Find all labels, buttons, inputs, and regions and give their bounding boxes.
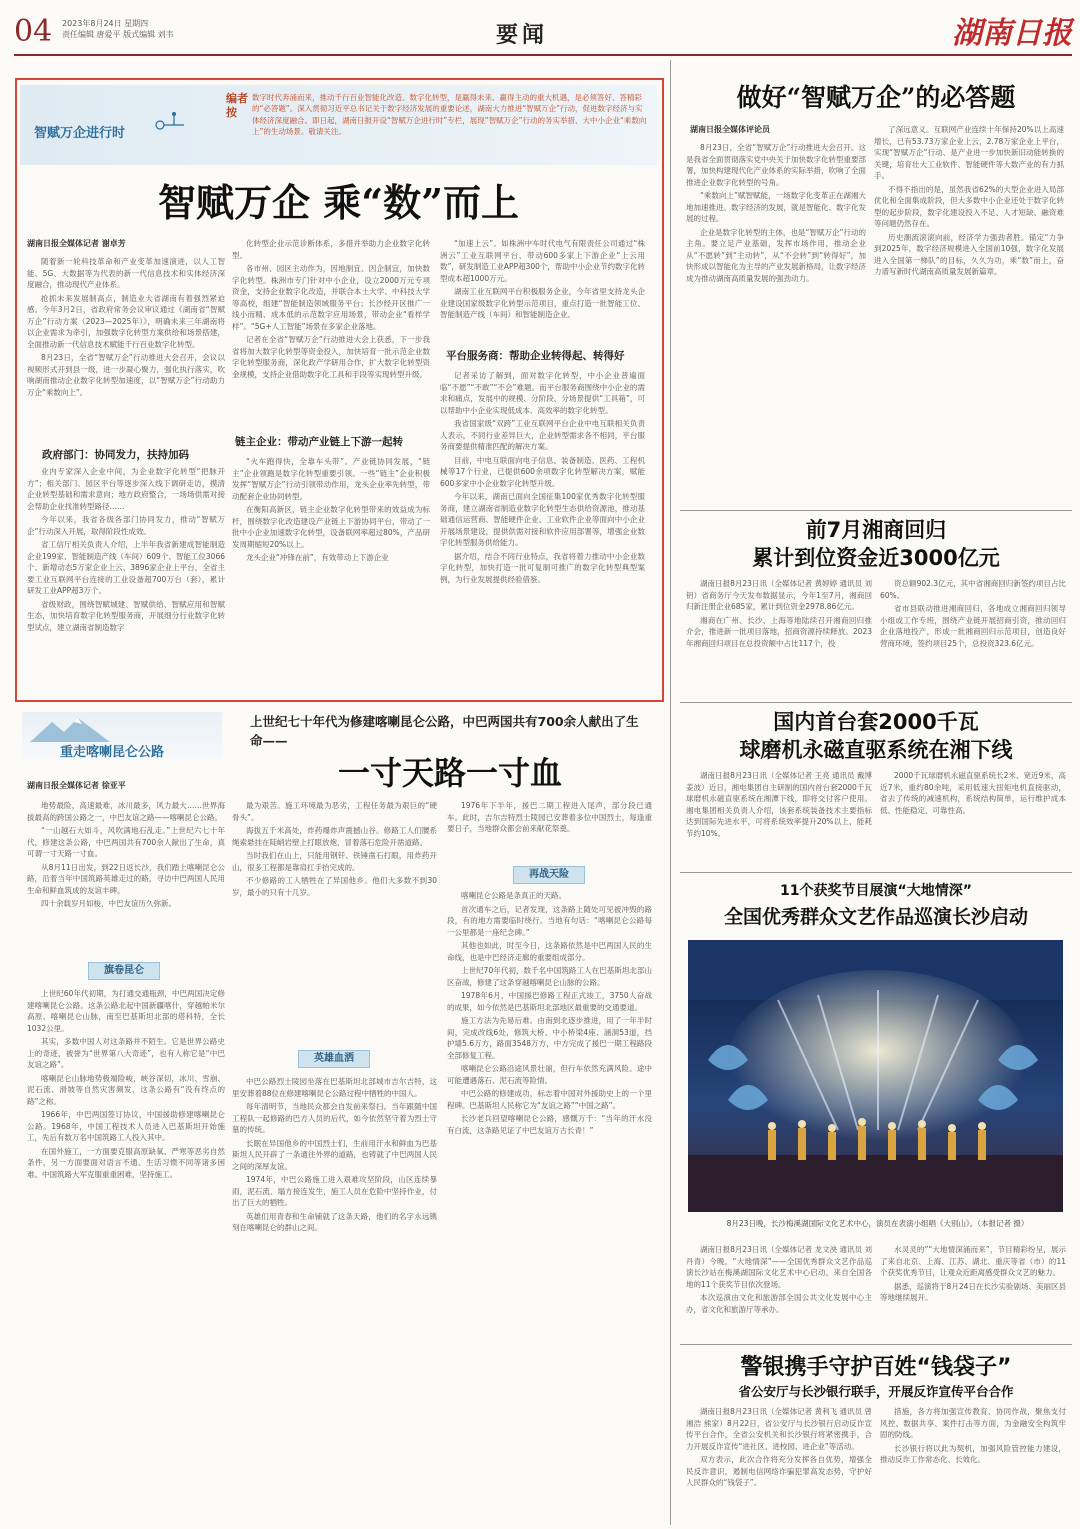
paragraph: 历史潮流滚滚向前，经济学力强劲者胜。锚定“力争到2025年，数字经济规模进入全国前10强，数字化发展进入全国第一梯队”的目标，久久为功，乘“数”而上，奋力谱写新时代湖南高质量发展新篇章。 bbox=[874, 232, 1064, 276]
divider bbox=[680, 872, 1072, 873]
karakoram-col3b bbox=[447, 890, 652, 1523]
subsection-tag-1: 旗卷昆仑 bbox=[88, 962, 160, 980]
divider bbox=[680, 702, 1072, 703]
feature-byline: 湖南日报全媒体记者 谢卓芳 bbox=[27, 239, 126, 248]
paragraph: 了深远意义。互联网产业连续十年保持20%以上高速增长，已有53.73万家企业上云，2.78万家企业上平台，实现“智赋万企”行动、是产业进一步加快新旧动能转换的关键，培育壮大工业软件、智能硬件等大数产业的有力抓手。 bbox=[874, 125, 1064, 180]
commentary-col2 bbox=[874, 124, 1064, 504]
feature-col1b bbox=[27, 466, 225, 692]
date-text: 2023年8月24日 星期四 bbox=[62, 19, 149, 28]
stage-illustration bbox=[688, 940, 1063, 1212]
paragraph: 英雄们用青春和生命铺就了这条天路，他们的名字永远镌刻在喀喇昆仑的群山之间。 bbox=[232, 1211, 437, 1232]
feature-subhead-3: 平台服务商：帮助企业转得起、转得好 bbox=[446, 350, 625, 362]
paragraph: 省工信厅相关负责人介绍，上半年我省新建成智能制造企业199家、智能制造产线（车间）609个、智能工位3066个、新增动态5万家企业上云、3896家企业上平台，全省主要工业互联网平台连接的工业设备超700万台（套），累计研发工业APP超3万个。 bbox=[27, 540, 225, 595]
paragraph: 记者采访了解到，面对数字化转型，中小企业普遍面临“不愿”“不敢”“不会”难题。而平台服务商围绕中小企业的需求和痛点，发展中的规模、分阶段、分场景提供“工具箱”，可以帮助中小企业实现低成本、高效率的数字化转型。 bbox=[440, 371, 645, 415]
paragraph: 省市县联动推进湘商回归，各地成立湘商回归领导小组或工作专班，围绕产业链开展招商引资，推动回归企业落地投产，形成一批湘商回归示范项目，创造良好营商环境，签约项目25个，总投资323.6亿元。 bbox=[880, 604, 1066, 648]
paragraph: 四十余载岁月如梭，中巴友谊历久弥新。 bbox=[41, 899, 176, 908]
news5-col2 bbox=[880, 1406, 1066, 1522]
paragraph: 2000千瓦球磨机永磁直驱系统长2米、宽近9米，高近7米，重约80余吨，采用低速大扭矩电机直接驱动，省去了传统的减速机构，系统结构简单，运行维护成本低、性能稳定、可靠性高。 bbox=[880, 771, 1066, 815]
newspaper-masthead: 湖南日报 bbox=[952, 16, 1072, 51]
paragraph: 1978年6月，中国援巴修路工程正式竣工，3750人奋战的成果，如今依然是巴基斯坦北部地区最重要的交通要道。 bbox=[447, 991, 652, 1012]
commentary-col1 bbox=[686, 142, 866, 504]
commentary-byline: 湖南日报全媒体评论员 bbox=[690, 125, 770, 134]
column-divider bbox=[670, 60, 671, 1525]
page-number: 04 bbox=[14, 14, 53, 49]
paragraph: 上世纪60年代初期，为打通交通瓶颈，中巴两国决定修建喀喇昆仑公路。这条公路北起中国新疆喀什，穿越帕米尔高原、喀喇昆仑山脉，南至巴基斯坦北部的塔科特，全长1032公里。 bbox=[27, 989, 225, 1033]
karakoram-col2 bbox=[232, 800, 437, 1040]
feature-headline: 智赋万企 乘“数”而上 bbox=[158, 180, 519, 225]
paragraph: 最为艰苦。施工环境最为恶劣，工程任务最为艰巨的“硬骨头”。 bbox=[232, 801, 437, 822]
paragraph: 地势最险，高速最难，冰川最多，风力最大……世界海拔最高的跨国公路之一，中巴友谊之路——喀喇昆仑公路。 bbox=[27, 801, 225, 822]
paragraph: 每年清明节，当地民众都会自发前来祭扫。当年跟随中国工程队一起修路的巴方人员的后代，如今依然坚守着为烈士守墓的传统。 bbox=[232, 1102, 437, 1134]
paragraph: 龙头企业“冲锋在前”，有效带动上下游企业 bbox=[246, 553, 389, 562]
paragraph: 湖南日报8月23日讯（全媒体记者 王亮 通讯员 戴博 姜波）近日，湘电集团自主研制的国内首台套2000千瓦球磨机永磁直驱系统在湘潭下线，即将交付客户使用。湘电集团相关负责人介绍，该套系统装备技术主要指标达到国际先进水平，可将系统效率提升20%以上，能耗节约10%。 bbox=[686, 771, 872, 838]
paragraph: 施工方法为先易后难。由南到北逐步推进，用了一年半时间，完成改线6处，修筑大桥、中小桥梁4座、涵洞53道，挡护墙5.6万方，路面3548万方，中方完成了援巴一期工程路段全部修复工程。 bbox=[447, 1016, 652, 1060]
news-headline-line2: 累计到位资金近3000亿元 bbox=[752, 546, 1000, 570]
photo-caption: 8月23日晚，长沙梅溪湖国际文化艺术中心，演员在表演小组唱《大别山》。（本报记者 摄） bbox=[726, 1219, 1029, 1228]
news4-headline: 全国优秀群众文艺作品巡演长沙启动 bbox=[723, 906, 1028, 928]
paragraph: 不得不指出的是，虽然我省62%的大型企业进入局部优化和全面集成阶段，但大多数中小企业还处于数字化转型的起步阶段，数字化建设投入不足、人才短缺、融资难等问题仍然存在。 bbox=[874, 184, 1064, 228]
paragraph: 长眠在异国他乡的中国烈士们，生前用汗水和鲜血为巴基斯坦人民开辟了一条通往外界的道路，也铸就了中巴两国人民之间的深厚友谊。 bbox=[232, 1138, 437, 1171]
paragraph: 我省国家级“双跨”工业互联网平台企业中电互联相关负责人表示，不同行业差异巨大，企业转型需求各不相同，平台服务商要提供精准匹配的解决方案。 bbox=[440, 419, 645, 451]
paragraph: “一山越石大如斗，风吹满地石乱走。”上世纪六七十年代，修建这条公路，中巴两国共有700余人献出了生命，真可谓一寸天路一寸血。 bbox=[27, 826, 225, 858]
stage-performance-photo bbox=[688, 940, 1063, 1212]
paragraph: 从8月11日出发，到22日返长沙，我们踏上喀喇昆仑公路，沿着当年中国筑路英雄走过的路，寻访中巴两国人民用生命和鲜血筑成的友谊丰碑。 bbox=[27, 862, 225, 895]
paragraph: 据悉，巡演将于8月24日在长沙实验剧场、美丽区县等地继续展开。 bbox=[880, 1281, 1066, 1302]
karakoram-column-label: 重走喀喇昆仑公路 bbox=[60, 745, 165, 760]
paragraph: 湘商在广州、长沙、上海等地陆续召开湘商回归推介会，推进新一批项目落地，招商资源持续释放。2023年湘商回归项目在总投资额中占比117个，投 bbox=[686, 615, 872, 648]
paragraph: 其他也如此，时至今日，这条路依然是中巴两国人民的生命线，也是中巴经济走廊的重要组成部分。 bbox=[447, 941, 652, 962]
paragraph: 当时我们在山上，只能用钢钎、铁锤凿石打眼，用炸药开山，很多工程都是靠肩扛手抬完成的。 bbox=[232, 851, 437, 872]
paragraph: 化转型企业示范诊断体系，多措并举助力企业数字化转型。 bbox=[232, 239, 430, 260]
paragraph: 湖南日报8月23日讯（全媒体记者 黄利飞 通讯员 曾湘浩 熊家）8月22日，省公安厅与长沙银行启动反诈宣传平台合作，全省公安机关和长沙银行将紧密携手，合力开展反诈宣传“进社区、进校园、进企业”等活动。 bbox=[686, 1407, 872, 1451]
paragraph: 湖南工业互联网平台积极服务企业，今年省里支持龙头企业建设国家级数字化转型示范项目，重点打造一批智能工位、智能制造产线（车间）和智能制造企业。 bbox=[440, 287, 645, 319]
editor-credit: 责任编辑 唐爱平 版式编辑 刘韦 bbox=[62, 30, 174, 39]
karakoram-col1 bbox=[27, 800, 225, 952]
paragraph: 水灵灵的”“大地情深涌而来”，节目精彩纷呈，展示了来自北京、上海、江苏、湖北、重庆等省（市）的11个获奖优秀节目，让观众近距离感受群众文艺的魅力。 bbox=[880, 1245, 1066, 1277]
divider bbox=[680, 1344, 1072, 1345]
news3-col2 bbox=[880, 770, 1066, 866]
paragraph: 其实，多数中国人对这条路并不陌生。它是世界公路史上的奇迹，被誉为“世界第八大奇迹”，也有人称它是“中巴友谊之路”。 bbox=[27, 1037, 225, 1069]
paragraph: 在国外施工，一方面要克服高原缺氧、严寒等恶劣自然条件，另一方面要面对语言不通、生活习惯不同等诸多困难。中国筑路大军克服重重困难，坚持施工。 bbox=[27, 1146, 225, 1179]
news2-col2 bbox=[880, 578, 1066, 696]
paragraph: 1966年，中巴两国签订协议，中国援助修建喀喇昆仑公路。1968年，中国工程技术人员进入巴基斯坦开始施工，先后有数万名中国筑路工人投入其中。 bbox=[27, 1110, 225, 1142]
news3-col1 bbox=[686, 770, 872, 866]
news2-col1 bbox=[686, 578, 872, 696]
paragraph: 1976年下半年，援巴二期工程进入尾声，部分段已通车。此时，吉尔吉特烈士陵园已安葬着多位中国烈士，每逢重要日子，当地群众都会前来献花祭奠。 bbox=[447, 801, 652, 833]
paragraph: 企业是数字化转型的主体，也是“智赋万企”行动的主角。要立足产业基础，发挥市场作用，推动企业从“不愿转”到“主动转”，从“不会转”到“转得好”，加快形成以智能化为主导的产业发展新格局，让数字经济成为推动湖南高质量发展的强劲动力。 bbox=[686, 227, 866, 283]
paragraph: 喀喇昆仑山脉地势极端险峻，峡谷深切，冰川、雪崩、泥石流、滑坡等自然灾害频发，这条公路有“没有终点的路”之称。 bbox=[27, 1073, 225, 1106]
paragraph: 措施，各方将加强宣传教育、协同作战，聚焦支付风控、数据共享、案件打击等方面，为金融安全构筑牢固的防线。 bbox=[880, 1407, 1066, 1439]
paragraph: 资总额902.3亿元，其中省湘商回归新签约项目占比60%。 bbox=[880, 579, 1066, 600]
news4-kicker: 11个获奖节目展演“大地情深” bbox=[780, 883, 972, 899]
paragraph: 海拔五千米高处，炸药爆炸声震撼山谷。修路工人们腰系绳索悬挂在陡峭岩壁上打眼放炮，冒着落石危险开凿道路。 bbox=[232, 826, 437, 847]
news-headline-line1: 前7月湘商回归 bbox=[805, 518, 947, 542]
paragraph: 中巴公路烈士陵园坐落在巴基斯坦北部城市吉尔吉特，这里安葬着88位在修建喀喇昆仑公路过程中牺牲的中国人。 bbox=[232, 1077, 437, 1098]
paragraph: 1974年，中巴公路施工进入艰难攻坚阶段，山区连续暴雨，泥石流、塌方接连发生，施工人员在危险中坚持作业，付出了巨大的牺牲。 bbox=[232, 1175, 437, 1207]
paragraph: 不少修路的工人牺牲在了异国他乡。他们大多数不到30岁，最小的只有十几岁。 bbox=[232, 876, 437, 897]
paragraph: “乘数向上”赋智赋能，一场数字化变革正在湖湘大地加速推进。数字经济的发展，就是智能化、数字化发展的过程。 bbox=[686, 191, 866, 223]
editor-note-label: 编者按 bbox=[226, 92, 248, 119]
news4-col2 bbox=[880, 1244, 1066, 1338]
paragraph: 随着新一轮科技革命和产业变革加速演进，以人工智能、5G、大数据等为代表的新一代信息技术和实体经济深度融合，推动现代产业体系。 bbox=[27, 257, 225, 289]
karakoram-kicker: 上世纪七十年代为修建喀喇昆仑公路，中巴两国共有700余人献出了生命—— bbox=[250, 714, 639, 748]
paragraph: 抢抓未来发展制高点，制造业大省湖南有着强烈紧迫感。今年3月2日，省政府常务会议审议通过《湖南省“智赋万企”行动方案（2023—2025年）》，明确未来三年湖南将以企业需求为牵引，加强数字化转型方案供给和场景搭建，全面推动新一代信息技术赋能千行百业数字化转型。 bbox=[27, 293, 225, 349]
paragraph: 在衡阳高新区，链主企业数字化转型带来的效益成为标杆，围绕数字化改造建设产业链上下游协同平台，带动了一批中小企业加速数字化转型，设备联网率超过80%，产品研发周期缩短20%以上。 bbox=[232, 505, 430, 549]
paragraph: 省级财政，围绕智赋城建、智赋供给、智赋应用和智赋生态，加快培育数字化转型服务商，开展细分行业数字化转型试点，建立湖南省制造数字 bbox=[27, 599, 225, 632]
feature-col3b bbox=[440, 370, 645, 692]
news5-col1 bbox=[686, 1406, 872, 1522]
paragraph: 据介绍，结合不同行业特点，我省将着力推动中小企业数字化转型，加快打造一批可复制可推广的数字化转型典型案例，为行业发展提供经验借鉴。 bbox=[440, 551, 645, 584]
circuit-icon bbox=[150, 110, 190, 140]
paragraph: 业内专家深入企业中间，为企业数字化转型“把脉开方”；相关部门、园区平台等逐步深入线下调研走访，摸清企业转型基础和需求意向；地方政府整合，一场场供需对接会帮助企业找准转型路径…… bbox=[27, 467, 225, 511]
date-line bbox=[62, 18, 174, 40]
news5-headline: 警银携手守护百姓“钱袋子” bbox=[740, 1355, 1012, 1380]
karakoram-headline: 一寸天路一寸血 bbox=[337, 754, 562, 792]
header-rule bbox=[14, 54, 1072, 56]
editor-note: 数字时代奔涌而来，推动千行百业智能化改造、数字化转型，是赢得未来、赢得主动的重大机遇，是必须答好、答精彩的“必答题”。深入贯彻习近平总书记关于数字经济发展的重要论述，湖南大力推进“智赋万企”行动，促进数字经济与实体经济深度融合。即日起，湖南日报开设“智赋万企进行时”专栏，展现“智赋万企”行动的务实举措、大中小企业“乘数向上”的生动场景。敬请关注。 bbox=[252, 93, 647, 136]
feature-col3 bbox=[440, 238, 645, 338]
paragraph: 双方表示，此次合作将充分发挥各自优势，增强全民反诈意识，遏制电信网络诈骗犯罪高发态势，守护好人民群众的“钱袋子”。 bbox=[686, 1455, 872, 1487]
subsection-tag-2: 英雄血洒 bbox=[298, 1050, 370, 1068]
paragraph: 中巴公路的修建成功，标志着中国对外援助史上的一个里程碑。巴基斯坦人民称它为“友谊之路”“中国之路”。 bbox=[447, 1089, 652, 1110]
paragraph: 长沙银行将以此为契机，加强风险管控能力建设，推动反诈工作常态化、长效化。 bbox=[880, 1443, 1066, 1464]
news5-subhead: 省公安厅与长沙银行联手，开展反诈宣传平台合作 bbox=[738, 1384, 1014, 1399]
paragraph: 8月23日，全省“智赋万企”行动推进大会召开。这是我省全面贯彻落实党中央关于加快数字化转型重要部署，加快构建现代化产业体系的实际举措，吹响了全面推进企业数字化转型的号角。 bbox=[686, 143, 866, 187]
paragraph: 8月23日，全省“智赋万企”行动推进大会召开，会议以视频形式开到县一级，进一步凝心聚力，强化执行落实，吹响湖南推动企业数字化转型加速度，以“智赋万企”行动助力万企“乘数向上”。 bbox=[27, 353, 225, 397]
paragraph: 湖南日报8月23日讯（全媒体记者 龙文泱 通讯员 刘丹青）今晚，“大地情深”——全国优秀群众文艺作品巡演长沙站在梅溪湖国际文化艺术中心启动，来自全国各地的11个获奖节目依次登场。 bbox=[686, 1245, 872, 1289]
paragraph: 喀喇昆仑公路沿途风景壮丽，但行车依然充满风险。途中可能遭遇落石、泥石流等险情。 bbox=[447, 1064, 652, 1085]
column-label: 智赋万企进行时 bbox=[34, 126, 126, 141]
divider bbox=[680, 510, 1072, 511]
paragraph: 长沙老兵回望喀喇昆仑公路，感慨万千：“当年的汗水没有白流，这条路见证了中巴友谊万古长青！” bbox=[447, 1114, 652, 1135]
news3-headline-line2: 球磨机永磁直驱系统在湘下线 bbox=[739, 738, 1013, 762]
paragraph: 喀喇昆仑公路是条真正的天路。 bbox=[461, 891, 566, 900]
feature-col2 bbox=[232, 238, 430, 428]
news3-headline-line1: 国内首台套2000千瓦 bbox=[773, 710, 979, 734]
karakoram-col3 bbox=[447, 800, 652, 858]
feature-subhead-2: 链主企业：带动产业链上下游一起转 bbox=[235, 436, 403, 448]
section-title: 要闻 bbox=[496, 23, 549, 48]
karakoram-byline: 湖南日报全媒体记者 徐亚平 bbox=[27, 781, 126, 790]
feature-col2b bbox=[232, 456, 430, 692]
karakoram-col2b bbox=[232, 1076, 437, 1523]
feature-subhead-1: 政府部门：协同发力，扶持加码 bbox=[42, 449, 189, 461]
feature-col1 bbox=[27, 256, 225, 436]
paragraph: “火车跑得快，全靠车头带”。产业链协同发展，“链主”企业领跑是数字化转型重要引领。一些“链主”企业积极发挥“智赋万企”行动引领带动作用，龙头企业率先转型，带动配套企业协同转型。 bbox=[232, 457, 430, 501]
paragraph: 首次通车之后，记者发现，这条路上随处可见被冲毁的路段，有的地方需要临时绕行。当地有句话：“喀喇昆仑公路每一公里都是一座纪念碑。” bbox=[447, 904, 652, 937]
paragraph: 今年以来，我省各级各部门协同发力，推动“智赋万企”行动深入开展，取得阶段性成效。 bbox=[27, 515, 225, 536]
news4-col1 bbox=[686, 1244, 872, 1338]
paragraph: 各市州、园区主动作为，因地制宜、因企制宜，加快数字化转型。株洲市专门针对中小企业，设立2000万元专项资金，支持企业数字化改造，并联合本土大学、中科技大学等高校，组建“智能制造领域服务平台；长沙经开区推广一线小而精、成本低的示范数字应用场景，带动企业“看样学样”。“5G+人工智能”场景在多家企业落地。 bbox=[232, 264, 430, 331]
paragraph: 记者在全省“智赋万企”行动推进大会上获悉，下一步我省将加大数字化转型等资金投入，加快培育一批示范企业数字化转型服务商，深化政产学研用合作，扩大数字化转型资金规模，支持企业借助数字化工具和手段等实现转型升级。 bbox=[232, 335, 430, 379]
paragraph: 上世纪70年代初，数千名中国筑路工人在巴基斯坦北部山区奋战，修建了这条穿越喀喇昆仑山脉的公路。 bbox=[447, 966, 652, 987]
subsection-tag-3: 再战天险 bbox=[513, 866, 585, 884]
paragraph: 今年以来，湖南已面向全国征集100家优秀数字化转型服务商，建立湖南省制造业数字化转型生态供给资源池，推动基础通信运营商、智能硬件企业、工业软件企业等面向中小企业开展场景建设，提供供需对接和软件应用部署等，增强企业数字化转型服务供给能力。 bbox=[440, 492, 645, 547]
mountain-icon bbox=[30, 716, 110, 742]
paragraph: 本次巡演由文化和旅游部全国公共文化发展中心主办，省文化和旅游厅等承办。 bbox=[686, 1293, 872, 1314]
karakoram-col1b bbox=[27, 988, 225, 1523]
commentary-headline: 做好“智赋万企”的必答题 bbox=[736, 83, 1016, 112]
paragraph: 目前，中电互联面向电子信息、装备制造、医药、工程机械等17个行业，已提供600余项数字化转型解决方案，赋能600多家中小企业数字化转型升级。 bbox=[440, 455, 645, 488]
paragraph: “加速上云”。如株洲中车时代电气有限责任公司通过“株洲云”工业互联网平台，带动600多家上下游企业“上云用数”，研发制造工业APP超300个，帮助中小企业节约数字化转型成本超1000万元。 bbox=[440, 239, 645, 283]
paragraph: 湖南日报8月23日讯（全媒体记者 黄婷婷 通讯员 刘钥）省商务厅今天发布数据显示，今年1至7月，湘商回归新注册企业685家，累计到位资金2978.86亿元。 bbox=[686, 579, 872, 611]
